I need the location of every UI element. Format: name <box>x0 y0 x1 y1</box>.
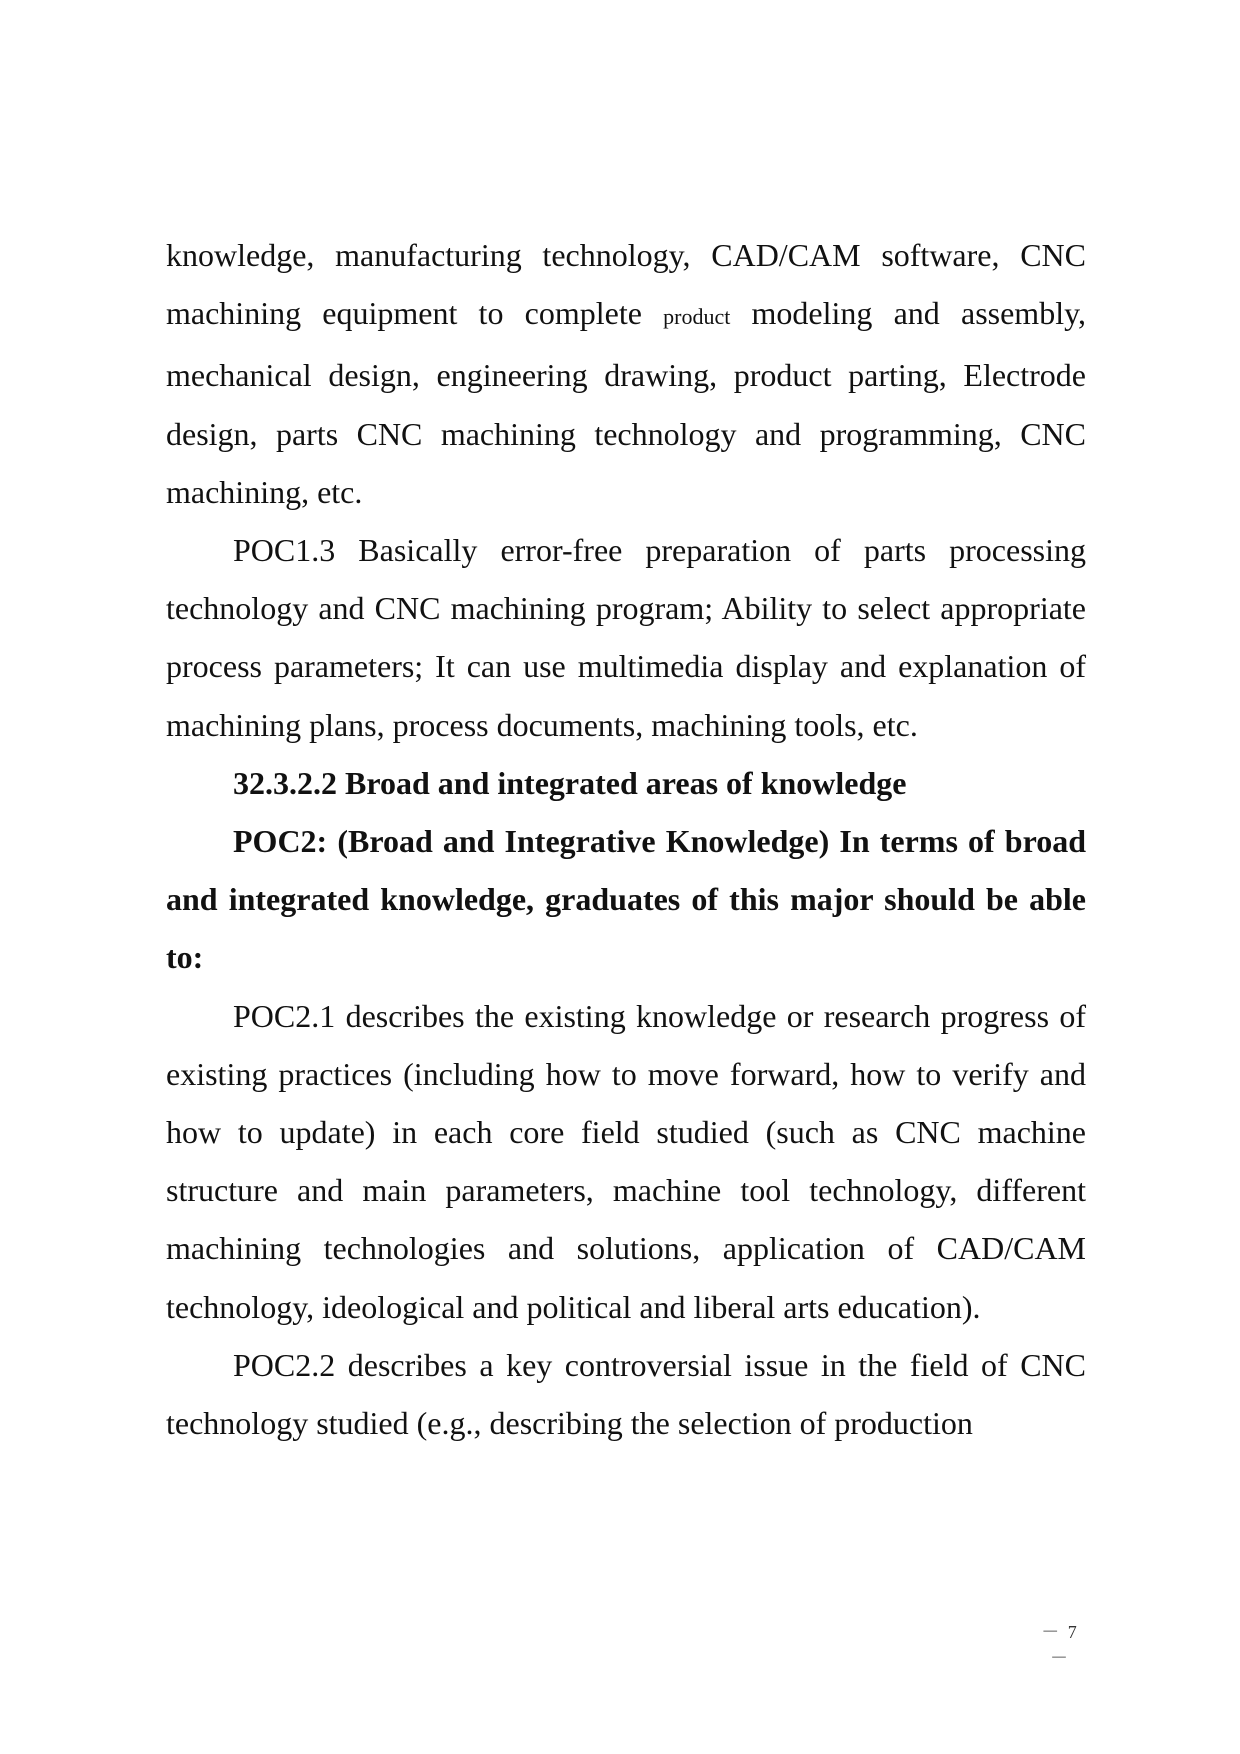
small-word: product <box>663 304 731 330</box>
paragraph-poc2-2: POC2.2 describes a key controversial issue in the field of CNC technology studied (e.g., describing the selection of production <box>166 1346 1086 1442</box>
paragraph-continued <box>166 226 1086 521</box>
document-body <box>166 226 1086 1452</box>
paragraph-text: knowledge, manufacturing technology, CAD/CAM software, CNC machining equipment to complete <box>166 237 1086 332</box>
section-heading: 32.3.2.2 Broad and integrated areas of knowledge <box>233 764 907 801</box>
paragraph-poc2: POC2: (Broad and Integrative Knowledge) In terms of broad and integrated knowledge, graduates of this major should be able to: <box>166 823 1086 976</box>
page-number: － 7 － <box>1041 1622 1079 1668</box>
paragraph-poc1-3: POC1.3 Basically error-free preparation of parts processing technology and CNC machining program; Ability to select appropriate process parameters; It can use multimedia display and explanation of machining plans, process documents, machining tools, etc. <box>166 532 1086 743</box>
paragraph-text: modeling and assembly, mechanical design, engineering drawing, product parting, Electrode design, parts CNC machining technology and programming, CNC machining, etc. <box>166 295 1087 510</box>
paragraph-poc2-1: POC2.1 describes the existing knowledge or research progress of existing practices (including how to move forward, how to verify and how to update) in each core field studied (such as CNC machine structure and main parameters, machine tool technology, different machining technologies and solutions, application of CAD/CAM technology, ideological and political and liberal arts education). <box>166 997 1086 1325</box>
